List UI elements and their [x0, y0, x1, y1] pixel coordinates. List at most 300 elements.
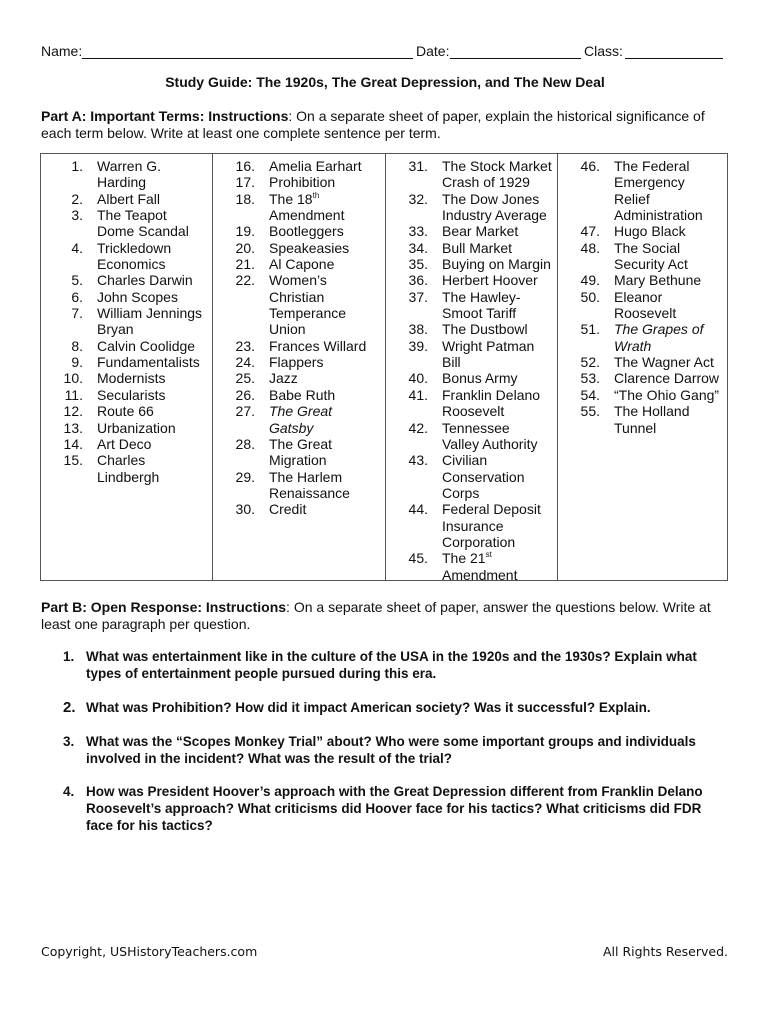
term-item	[41, 354, 212, 370]
term-line	[442, 158, 557, 174]
term-number: 26.	[235, 386, 255, 403]
term-line	[269, 321, 385, 337]
term-line	[442, 567, 557, 583]
term-text: Eleanor	[614, 288, 663, 305]
term-line	[269, 485, 385, 501]
term-line	[614, 240, 727, 256]
term-text: Conservation	[442, 468, 525, 485]
term-text: The Grapes of	[614, 321, 704, 338]
term-line	[97, 338, 212, 354]
term-line	[269, 158, 385, 174]
term-number: 41.	[408, 386, 428, 403]
term-text: Bear Market	[442, 223, 519, 240]
term-item	[213, 501, 385, 517]
term-line	[97, 403, 212, 419]
term-item	[386, 256, 557, 272]
term-line	[269, 207, 385, 223]
term-number: 2.	[71, 190, 83, 207]
term-line	[614, 305, 727, 321]
term-line	[614, 174, 727, 190]
term-text: Economics	[97, 256, 166, 273]
term-superscript: st	[485, 550, 492, 560]
question-text	[86, 783, 726, 834]
term-text: Security Act	[614, 256, 688, 273]
term-number: 21.	[235, 256, 255, 273]
term-text: Relief	[614, 190, 650, 207]
term-item	[386, 550, 557, 583]
term-line	[614, 289, 727, 305]
term-text: Frances Willard	[269, 337, 367, 354]
term-text: Bryan	[97, 321, 134, 338]
term-item	[558, 387, 727, 403]
question-text	[86, 648, 726, 682]
term-number: 51.	[580, 321, 600, 338]
term-text: Amendment	[442, 566, 518, 583]
term-number: 55.	[580, 403, 600, 420]
term-line	[442, 223, 557, 239]
date-label: Date:	[416, 43, 450, 59]
term-line	[442, 387, 557, 403]
term-line	[614, 338, 727, 354]
term-item	[41, 452, 212, 485]
term-item	[41, 436, 212, 452]
term-number: 18.	[235, 190, 255, 207]
term-line	[442, 174, 557, 190]
question-line: face for his tactics?	[86, 818, 213, 833]
term-text: Bull Market	[442, 239, 513, 256]
term-number: 47.	[580, 223, 600, 240]
term-line	[97, 387, 212, 403]
question-number: 3.	[63, 734, 75, 749]
term-number: 40.	[408, 370, 428, 387]
term-line	[269, 338, 385, 354]
term-text: Mary Bethune	[614, 272, 702, 289]
term-text: Credit	[269, 501, 307, 518]
term-text: The Great	[269, 403, 333, 420]
term-item	[213, 256, 385, 272]
term-text: Secularists	[97, 386, 166, 403]
term-line	[97, 158, 212, 174]
terms-column-4	[557, 154, 727, 580]
term-item	[213, 338, 385, 354]
term-line	[97, 256, 212, 272]
term-item	[213, 469, 385, 502]
term-item	[386, 420, 557, 453]
term-line	[442, 518, 557, 534]
term-number: 6.	[71, 288, 83, 305]
term-line	[442, 370, 557, 386]
question-line: involved in the incident? What was the result of the trial?	[86, 751, 453, 766]
term-text: The Teapot	[97, 207, 167, 224]
term-text: The Dow Jones	[442, 190, 540, 207]
term-line	[614, 370, 727, 386]
term-item	[41, 370, 212, 386]
term-item	[41, 338, 212, 354]
term-number: 4.	[71, 239, 83, 256]
term-line	[97, 174, 212, 190]
term-text: The Wagner Act	[614, 354, 714, 371]
term-number: 12.	[63, 403, 83, 420]
term-text: The Great	[269, 435, 333, 452]
terms-column-1	[41, 154, 212, 580]
term-number: 1.	[71, 158, 83, 174]
term-line	[269, 452, 385, 468]
term-line	[614, 272, 727, 288]
term-item	[386, 289, 557, 322]
question-number: 2.	[63, 699, 76, 716]
term-line	[442, 436, 557, 452]
term-line	[269, 191, 385, 207]
term-line	[442, 534, 557, 550]
term-item	[213, 354, 385, 370]
term-number: 9.	[71, 354, 83, 371]
term-number: 33.	[408, 223, 428, 240]
term-number: 24.	[235, 354, 255, 371]
part-b-heading: Part B: Open Response: Instructions	[41, 599, 287, 615]
term-line	[442, 207, 557, 223]
term-line	[614, 158, 727, 174]
term-text: Industry Average	[442, 207, 547, 224]
term-number: 37.	[408, 288, 428, 305]
term-text: Dome Scandal	[97, 223, 189, 240]
term-line	[442, 501, 557, 517]
term-text: Migration	[269, 452, 327, 469]
term-number: 23.	[235, 337, 255, 354]
term-item	[558, 403, 727, 436]
term-number: 11.	[64, 386, 83, 403]
term-number: 42.	[408, 419, 428, 436]
class-label: Class:	[584, 43, 623, 59]
term-item	[41, 305, 212, 338]
term-line	[97, 289, 212, 305]
term-item	[213, 387, 385, 403]
term-text: “The Ohio Gang”	[614, 386, 720, 403]
term-item	[213, 436, 385, 469]
term-item	[213, 223, 385, 239]
term-text: Clarence Darrow	[614, 370, 720, 387]
term-item	[41, 191, 212, 207]
term-line	[614, 207, 727, 223]
terms-column-3	[385, 154, 557, 583]
term-number: 44.	[408, 501, 428, 518]
term-text: The Hawley-	[442, 288, 521, 305]
term-line	[442, 321, 557, 337]
terms-table	[40, 153, 728, 581]
term-item	[213, 272, 385, 337]
term-number: 25.	[235, 370, 255, 387]
term-line	[97, 191, 212, 207]
term-item	[41, 403, 212, 419]
term-number: 8.	[71, 337, 83, 354]
term-number: 30.	[235, 501, 255, 518]
term-text: The Federal	[614, 158, 690, 174]
term-text: Temperance	[269, 305, 347, 322]
term-number: 32.	[408, 190, 428, 207]
question-line: types of entertainment people pursued during this era.	[86, 666, 437, 681]
term-number: 19.	[235, 223, 255, 240]
term-text: Roosevelt	[614, 305, 677, 322]
term-number: 49.	[580, 272, 600, 289]
term-number: 46.	[580, 158, 600, 174]
term-text: Charles Darwin	[97, 272, 193, 289]
term-number: 38.	[408, 321, 428, 338]
term-line	[97, 207, 212, 223]
term-line	[614, 387, 727, 403]
term-line	[269, 469, 385, 485]
term-number: 20.	[235, 239, 255, 256]
term-number: 36.	[408, 272, 428, 289]
term-text: Corporation	[442, 533, 516, 550]
term-line	[97, 272, 212, 288]
term-text: Harding	[97, 174, 147, 191]
term-text: Al Capone	[269, 256, 335, 273]
term-text: Hugo Black	[614, 223, 686, 240]
term-line	[269, 403, 385, 419]
question-number: 1.	[63, 649, 75, 664]
term-text: Modernists	[97, 370, 166, 387]
term-line	[614, 191, 727, 207]
term-number: 5.	[71, 272, 83, 289]
term-line	[269, 223, 385, 239]
term-line	[442, 420, 557, 436]
term-text: The Dustbowl	[442, 321, 528, 338]
term-number: 15.	[63, 452, 83, 469]
term-number: 35.	[408, 256, 428, 273]
term-line	[442, 403, 557, 419]
term-text: Wrath	[614, 337, 652, 354]
term-line	[269, 305, 385, 321]
page-title: Study Guide: The 1920s, The Great Depression, and The New Deal	[165, 74, 605, 90]
question-line: How was President Hoover’s approach with the Great Depression different from Franklin Delano	[86, 784, 703, 799]
term-item	[558, 370, 727, 386]
term-line	[269, 370, 385, 386]
term-text: Valley Authority	[442, 435, 538, 452]
term-item	[386, 387, 557, 420]
term-item	[41, 158, 212, 191]
term-item	[558, 321, 727, 354]
term-number: 29.	[235, 468, 255, 485]
term-item	[213, 174, 385, 190]
term-line	[97, 223, 212, 239]
term-text: Trickledown	[97, 239, 172, 256]
term-text: Fundamentalists	[97, 354, 200, 371]
part-b-text: : On a separate sheet of paper, answer the questions below. Write at least one paragraph per question.	[41, 599, 711, 632]
term-text: Tennessee	[442, 419, 510, 436]
term-number: 14.	[63, 435, 83, 452]
class-field[interactable]	[625, 58, 723, 59]
term-number: 43.	[408, 452, 428, 469]
part-b-instructions	[41, 599, 731, 633]
term-text: Prohibition	[269, 174, 336, 191]
term-line	[269, 420, 385, 436]
term-number: 45.	[408, 550, 428, 567]
term-item	[386, 223, 557, 239]
term-text: Civilian	[442, 452, 488, 469]
term-text: Crash of 1929	[442, 174, 530, 191]
question-line: What was the “Scopes Monkey Trial” about? Who were some important groups and individuals	[86, 734, 696, 749]
question-line: What was entertainment like in the culture of the USA in the 1920s and the 1930s? Explain what	[86, 649, 697, 664]
term-number: 54.	[580, 386, 600, 403]
term-number: 27.	[235, 403, 255, 420]
term-item	[386, 191, 557, 224]
term-line	[97, 321, 212, 337]
term-text: Franklin Delano	[442, 386, 541, 403]
term-line	[97, 420, 212, 436]
term-text: Federal Deposit	[442, 501, 541, 518]
term-item	[213, 191, 385, 224]
term-text: Speakeasies	[269, 239, 350, 256]
footer-copyright: Copyright, USHistoryTeachers.com	[41, 944, 258, 959]
term-line	[442, 289, 557, 305]
term-text: The Stock Market	[442, 158, 552, 174]
term-text: Christian	[269, 288, 325, 305]
term-line	[269, 354, 385, 370]
term-number: 53.	[580, 370, 600, 387]
term-text: Albert Fall	[97, 190, 161, 207]
term-number: 3.	[71, 207, 83, 224]
term-item	[558, 289, 727, 322]
term-text: Administration	[614, 207, 703, 224]
term-item	[41, 207, 212, 240]
term-line	[442, 338, 557, 354]
term-text: Wright Patman	[442, 337, 535, 354]
term-line	[269, 256, 385, 272]
term-line	[97, 436, 212, 452]
term-text: Tunnel	[614, 419, 657, 436]
term-item	[41, 272, 212, 288]
term-item	[213, 240, 385, 256]
term-line	[97, 354, 212, 370]
term-item	[386, 452, 557, 501]
term-number: 39.	[408, 337, 428, 354]
term-text: The 21	[442, 550, 486, 567]
term-item	[41, 289, 212, 305]
date-field[interactable]	[450, 58, 581, 59]
term-line	[97, 452, 212, 468]
term-text: John Scopes	[97, 288, 178, 305]
term-item	[558, 354, 727, 370]
term-text: Women’s	[269, 272, 327, 289]
term-line	[442, 272, 557, 288]
name-label: Name:	[41, 43, 83, 59]
term-line	[97, 240, 212, 256]
term-text: Union	[269, 321, 306, 338]
term-text: Corps	[442, 484, 480, 501]
part-a-instructions	[41, 108, 731, 142]
term-item	[41, 420, 212, 436]
term-line	[614, 256, 727, 272]
term-line	[614, 354, 727, 370]
term-text: The Holland	[614, 403, 690, 420]
term-line	[614, 403, 727, 419]
term-number: 31.	[408, 158, 428, 174]
term-number: 13.	[63, 419, 83, 436]
term-item	[213, 370, 385, 386]
term-line	[442, 469, 557, 485]
term-item	[386, 338, 557, 371]
term-text: The 18	[269, 190, 313, 207]
term-number: 34.	[408, 239, 428, 256]
term-line	[442, 191, 557, 207]
part-a-text: : On a separate sheet of paper, explain the historical significance of each term below. Write at least one complete sentence per term.	[41, 108, 705, 141]
header-fields	[41, 43, 731, 61]
term-number: 10.	[63, 370, 83, 387]
term-line	[97, 305, 212, 321]
term-number: 16.	[235, 158, 255, 174]
term-number: 7.	[71, 305, 83, 322]
term-text: Emergency	[614, 174, 685, 191]
term-line	[269, 174, 385, 190]
term-text: Bootleggers	[269, 223, 344, 240]
term-text: Herbert Hoover	[442, 272, 538, 289]
question-line: What was Prohibition? How did it impact American society? Was it successful? Explain.	[86, 700, 651, 715]
part-a-heading: Part A: Important Terms: Instructions	[41, 108, 289, 124]
term-number: 52.	[580, 354, 600, 371]
term-line	[442, 485, 557, 501]
term-text: Bonus Army	[442, 370, 518, 387]
term-text: Amelia Earhart	[269, 158, 362, 174]
term-line	[269, 387, 385, 403]
term-item	[558, 272, 727, 288]
term-text: Smoot Tariff	[442, 305, 517, 322]
term-text: Babe Ruth	[269, 386, 336, 403]
term-text: Warren G.	[97, 158, 162, 174]
term-text: Charles	[97, 452, 146, 469]
question-number: 4.	[63, 784, 75, 799]
term-item	[41, 387, 212, 403]
term-number: 17.	[235, 174, 255, 191]
term-item	[41, 240, 212, 273]
term-number: 50.	[580, 288, 600, 305]
term-item	[386, 501, 557, 550]
question-line: Roosevelt’s approach? What criticisms did Hoover face for his tactics? What criticisms did FDR	[86, 801, 702, 816]
term-line	[614, 321, 727, 337]
term-text: Lindbergh	[97, 468, 160, 485]
term-number: 28.	[235, 435, 255, 452]
term-number: 48.	[580, 239, 600, 256]
term-text: Jazz	[269, 370, 298, 387]
term-line	[442, 354, 557, 370]
term-text: Route 66	[97, 403, 154, 420]
term-line	[614, 223, 727, 239]
term-text: Calvin Coolidge	[97, 337, 196, 354]
term-text: William Jennings	[97, 305, 203, 322]
term-item	[558, 223, 727, 239]
term-line	[97, 370, 212, 386]
term-line	[269, 436, 385, 452]
name-field[interactable]	[82, 58, 413, 59]
term-text: Flappers	[269, 354, 324, 371]
term-item	[213, 158, 385, 174]
term-line	[97, 469, 212, 485]
term-text: The Social	[614, 239, 681, 256]
term-item	[386, 272, 557, 288]
term-line	[442, 550, 557, 566]
term-item	[386, 240, 557, 256]
term-item	[386, 370, 557, 386]
term-line	[269, 289, 385, 305]
term-line	[442, 240, 557, 256]
footer-rights: All Rights Reserved.	[602, 944, 728, 959]
terms-column-2	[212, 154, 385, 580]
term-line	[269, 501, 385, 517]
term-text: Amendment	[269, 207, 345, 224]
term-item	[558, 240, 727, 273]
question-text	[86, 733, 726, 767]
term-item	[386, 321, 557, 337]
term-line	[269, 240, 385, 256]
term-number: 22.	[235, 272, 255, 289]
